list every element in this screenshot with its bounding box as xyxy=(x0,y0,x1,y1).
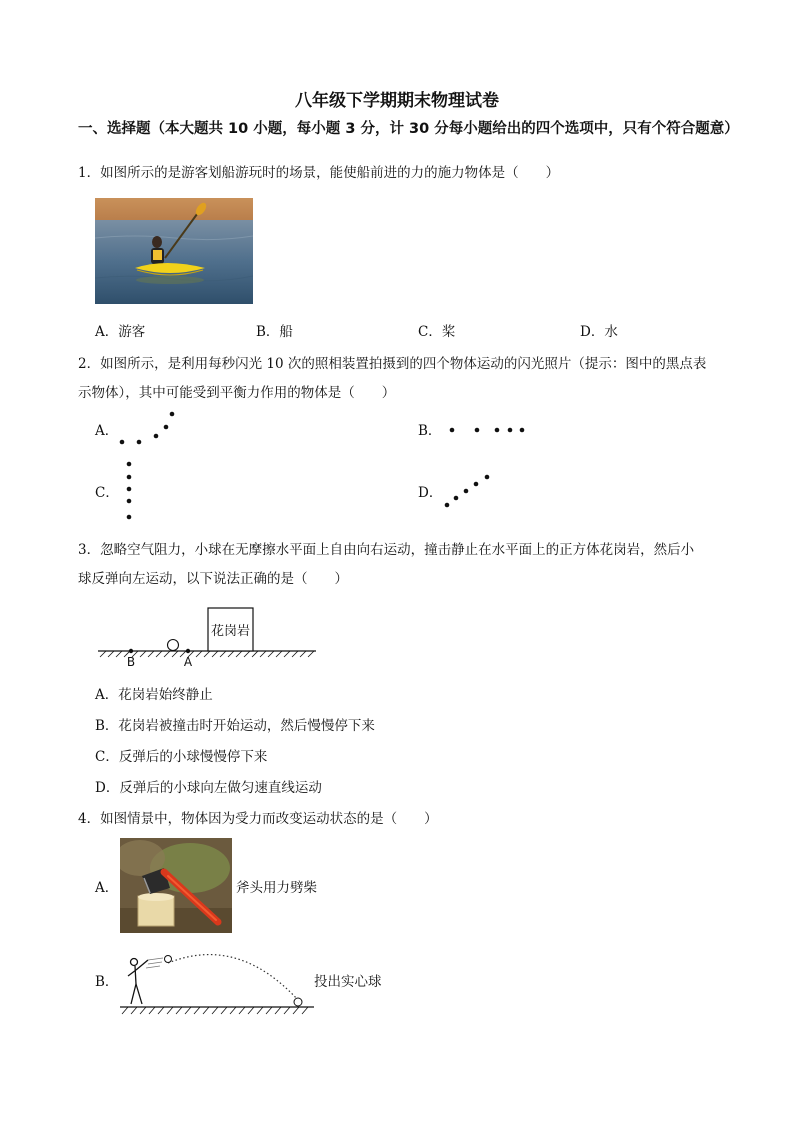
option-3d: D．反弹后的小球向左做匀速直线运动 xyxy=(95,780,322,796)
question-stem: 如图所示，是利用每秒闪光 10 次的照相装置拍摄到的四个物体运动的闪光照片（提示：图中的黑点表 xyxy=(100,356,707,372)
granite-label: 花岗岩 xyxy=(210,624,251,639)
question-3-line2: 球反弹向左运动，以下说法正确的是（ ） xyxy=(78,571,348,587)
ball xyxy=(168,640,179,651)
question-stem: 忽略空气阻力，小球在无摩擦水平面上自由向右运动，撞击静止在水平面上的正方体花岗岩，然后小 xyxy=(100,542,695,558)
question-number: 3． xyxy=(78,542,101,558)
point-b-marker xyxy=(129,649,133,653)
axe-photo xyxy=(120,838,232,933)
kayak-photo xyxy=(95,198,253,304)
dots-figure-a xyxy=(112,405,182,450)
dots-figure-c xyxy=(121,458,137,524)
option-2a: A． xyxy=(95,423,119,439)
option-2b: B． xyxy=(418,423,442,439)
question-1 xyxy=(78,164,559,182)
option-4b-letter: B． xyxy=(95,974,119,990)
option-1a: A．游客 xyxy=(95,324,146,340)
option-2d: D． xyxy=(418,485,443,501)
option-4a-caption: 斧头用力劈柴 xyxy=(236,880,317,896)
shot-put-figure xyxy=(118,940,318,1020)
page-title: 八年级下学期期末物理试卷 xyxy=(295,91,499,111)
option-4a-letter: A． xyxy=(95,880,119,896)
dots-figure-b xyxy=(446,422,531,438)
point-a-label: A xyxy=(183,655,193,669)
option-4b-caption: 投出实心球 xyxy=(314,974,382,990)
question-2-line1 xyxy=(78,355,706,373)
question-number: 2． xyxy=(78,356,101,372)
option-3b: B．花岗岩被撞击时开始运动，然后慢慢停下来 xyxy=(95,718,375,734)
option-1c: C．桨 xyxy=(418,324,456,340)
collision-figure xyxy=(96,604,318,670)
option-2c: C． xyxy=(95,485,119,501)
option-1d: D．水 xyxy=(580,324,618,340)
point-b-label: B xyxy=(126,655,136,669)
option-3a: A．花岗岩始终静止 xyxy=(95,687,213,703)
option-1b: B．船 xyxy=(256,324,293,340)
question-stem: 如图情景中，物体因为受力而改变运动状态的是（ ） xyxy=(100,811,438,827)
question-3-line1 xyxy=(78,541,694,559)
question-stem: 如图所示的是游客划船游玩时的场景，能使船前进的力的施力物体是（ ） xyxy=(100,165,560,181)
question-4 xyxy=(78,810,438,828)
question-number: 1． xyxy=(78,165,101,181)
section-heading: 一、选择题（本大题共 10 小题，每小题 3 分，计 30 分每小题给出的四个选项中，只有个符合题意） xyxy=(78,121,739,137)
point-a-marker xyxy=(186,649,190,653)
question-number: 4． xyxy=(78,811,101,827)
question-2-line2: 示物体），其中可能受到平衡力作用的物体是（ ） xyxy=(78,385,396,401)
option-3c: C．反弹后的小球慢慢停下来 xyxy=(95,749,268,765)
dots-figure-d xyxy=(440,470,495,510)
